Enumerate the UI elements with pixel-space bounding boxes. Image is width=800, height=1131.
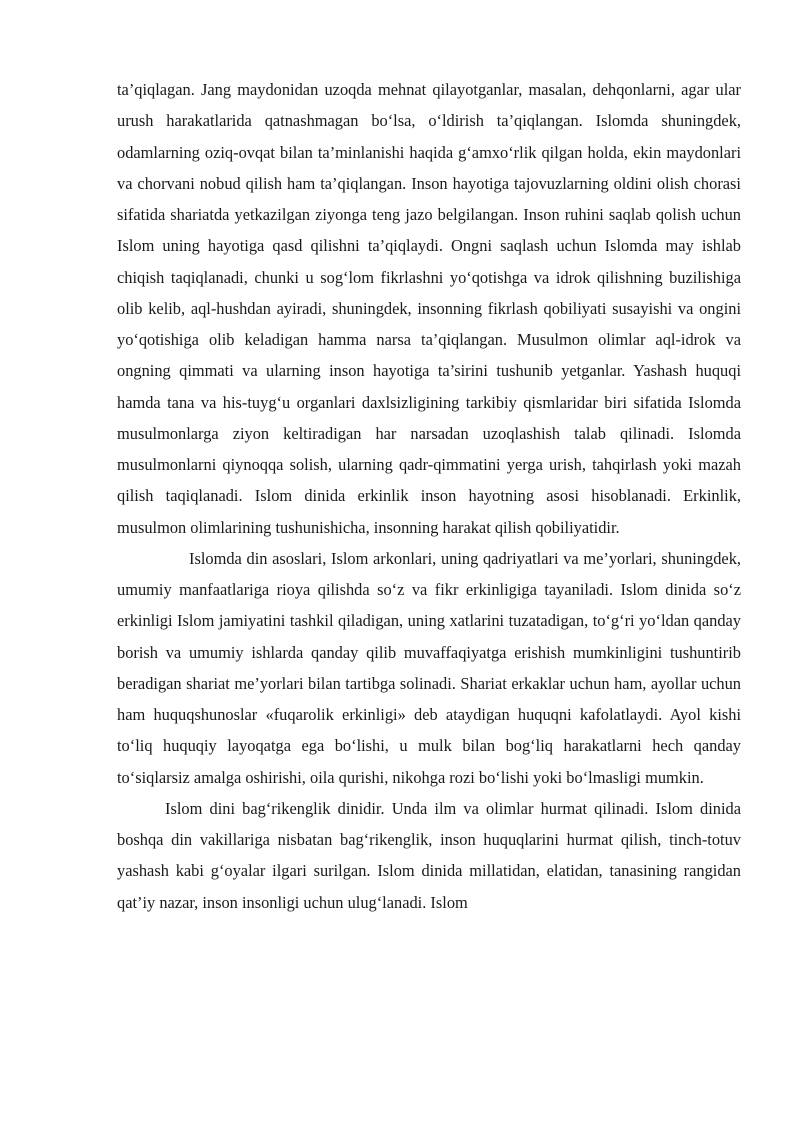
body-text bbox=[117, 74, 741, 918]
paragraph-2: Islomda din asoslari, Islom arkonlari, uning qadriyatlari va me’yorlari, shuningdek, umumiy manfaatlariga rioya qilishda so‘z va fikr erkinligiga tayaniladi. Islom dinida so‘z erkinligi Islom jamiyatini tashkil qiladigan, uning xatlarini tuzatadigan, to‘g‘ri yo‘ldan qanday borish va umumiy ishlarda qanday qilib muvaffaqiyatga erishish mumkinligini tushuntirib beradigan shariat me’yorlari bilan tartibga solinadi. Shariat erkaklar uchun ham, ayollar uchun ham huquqshunoslar «fuqarolik erkinligi» deb ataydigan huquqni kafolatlaydi. Ayol kishi to‘liq huquqiy layoqatga ega bo‘lishi, u mulk bilan bog‘liq harakatlarni hech qanday to‘siqlarsiz amalga oshirishi, oila qurishi, nikohga rozi bo‘lishi yoki bo‘lmasligi mumkin. bbox=[117, 548, 741, 787]
paragraph-3: Islom dini bag‘rikenglik dinidir. Unda ilm va olimlar hurmat qilinadi. Islom dinida boshqa din vakillariga nisbatan bag‘rikenglik, inson huquqlarini hurmat qilish, tinch-totuv yashash kabi g‘oyalar ilgari surilgan. Islom dinida millatidan, elatidan, tanasining rangidan qat’iy nazar, inson insonligi uchun ulug‘lanadi. Islom bbox=[117, 798, 741, 912]
paragraph-1: ta’qiqlagan. Jang maydonidan uzoqda mehnat qilayotganlar, masalan, dehqonlarni, agar ular urush harakatlarida qatnashmagan bo‘lsa, o‘ldirish ta’qiqlangan. Islomda shuningdek, odamlarning oziq-ovqat bilan ta’minlanishi haqida g‘amxo‘rlik qilgan holda, ekin maydonlari va chorvani nobud qilish ham ta’qiqlangan. Inson hayotiga tajovuzlarning oldini olish chorasi sifatida shariatda yetkazilgan ziyonga teng jazo belgilangan. Inson ruhini saqlab qolish uchun Islom uning hayotiga qasd qilishni ta’qiqlaydi. Ongni saqlash uchun Islomda may ishlab chiqish taqiqlanadi, chunki u sog‘lom fikrlashni yo‘qotishga va idrok qilishning buzilishiga olib kelib, aql-hushdan ayiradi, shuningdek, insonning fikrlash qobiliyati susayishi va ongini yo‘qotishiga olib keladigan hamma narsa ta’qiqlangan. Musulmon olimlar aql-idrok va ongning qimmati va ularning inson hayotiga ta’sirini tushunib yetganlar. Yashash huquqi hamda tana va his-tuyg‘u organlari daxlsizligining tarkibiy qismlaridar biri sifatida Islomda musulmonlarga ziyon keltiradigan har narsadan uzoqlashish talab qilinadi. Islomda musulmonlarni qiynoqqa solish, ularning qadr-qimmatini yerga urish, tahqirlash yoki mazah qilish taqiqlanadi. Islom dinida erkinlik inson hayotning asosi hisoblanadi. Erkinlik, musulmon olimlarining tushunishicha, insonning harakat qilish qobiliyatidir. bbox=[117, 80, 741, 537]
